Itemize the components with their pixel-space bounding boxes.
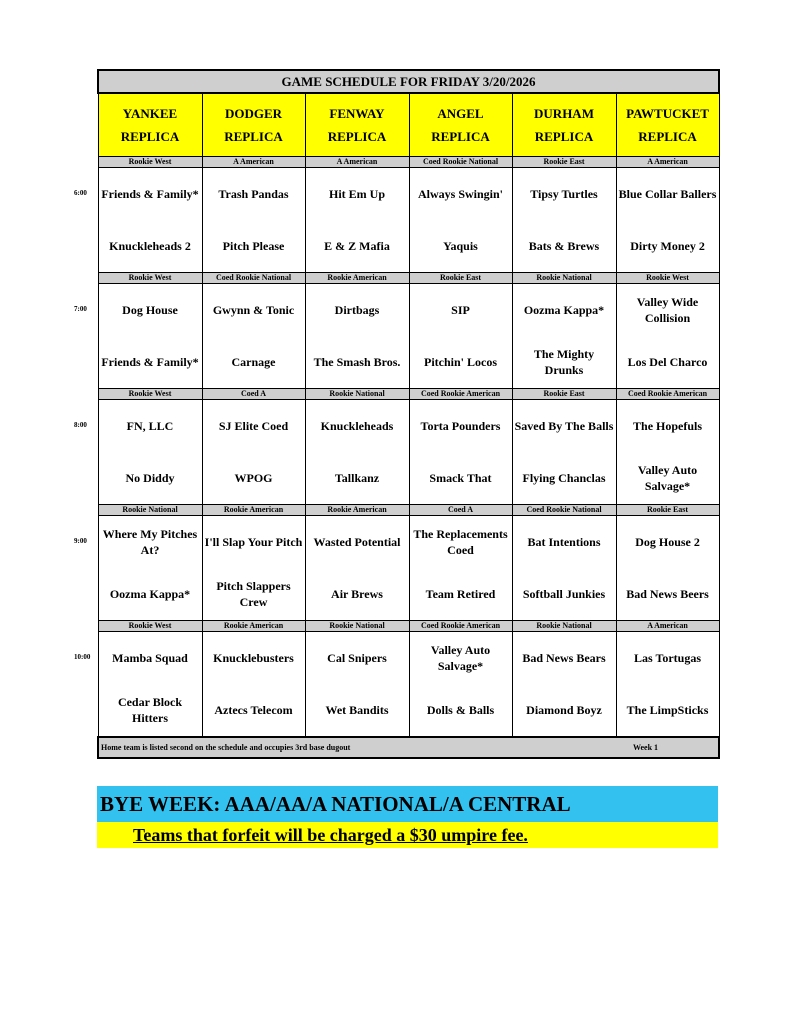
home-team-cell: Carnage (202, 336, 305, 389)
time-label: 10:00 (74, 652, 91, 661)
home-team-row (98, 568, 719, 621)
home-team-cell: E & Z Mafia (305, 220, 409, 273)
away-team-cell: Friends & Family* (98, 168, 202, 221)
away-team-cell: Dog House (98, 284, 202, 337)
time-label: 7:00 (74, 304, 87, 313)
division-label: Rookie East (616, 505, 719, 516)
division-label: Rookie West (98, 273, 202, 284)
home-team-cell: Bats & Brews (512, 220, 616, 273)
division-row (98, 157, 719, 168)
away-team-row (98, 168, 719, 221)
division-label: Rookie National (305, 389, 409, 400)
field-subtitle: REPLICA (534, 129, 594, 144)
division-row (98, 505, 719, 516)
away-team-cell: Gwynn & Tonic (202, 284, 305, 337)
division-label: Coed A (409, 505, 512, 516)
field-name: PAWTUCKET (626, 106, 709, 121)
home-team-cell: Dolls & Balls (409, 684, 512, 737)
home-team-cell: No Diddy (98, 452, 202, 505)
away-team-cell: Las Tortugas (616, 632, 719, 685)
division-label: Rookie American (202, 505, 305, 516)
home-team-cell: Yaquis (409, 220, 512, 273)
home-team-row (98, 684, 719, 737)
away-team-row (98, 400, 719, 453)
field-subtitle: REPLICA (638, 129, 697, 144)
division-label: Rookie National (305, 621, 409, 632)
away-team-cell: FN, LLC (98, 400, 202, 453)
away-team-cell: Dog House 2 (616, 516, 719, 569)
away-team-cell: Knucklebusters (202, 632, 305, 685)
field-name: ANGEL (437, 106, 484, 121)
bye-week-banner: BYE WEEK: AAA/AA/A NATIONAL/A CENTRAL (97, 786, 718, 822)
home-team-row (98, 220, 719, 273)
division-label: Coed Rookie American (409, 621, 512, 632)
division-label: Rookie East (409, 273, 512, 284)
home-team-cell: Team Retired (409, 568, 512, 621)
field-name: DURHAM (534, 106, 594, 121)
home-team-row (98, 452, 719, 505)
division-label: Rookie National (512, 273, 616, 284)
home-team-cell: Tallkanz (305, 452, 409, 505)
division-label: Rookie East (512, 389, 616, 400)
away-team-cell: Valley Auto Salvage* (409, 632, 512, 685)
home-team-note: Home team is listed second on the schedule and occupies 3rd base dugout (101, 743, 351, 752)
away-team-cell: Cal Snipers (305, 632, 409, 685)
home-team-cell: Air Brews (305, 568, 409, 621)
division-row (98, 273, 719, 284)
home-team-cell: Los Del Charco (616, 336, 719, 389)
away-team-row (98, 284, 719, 337)
division-label: Rookie West (98, 621, 202, 632)
away-team-cell: Trash Pandas (202, 168, 305, 221)
home-team-cell: The LimpSticks (616, 684, 719, 737)
home-team-cell: Valley Auto Salvage* (616, 452, 719, 505)
field-header (409, 93, 512, 157)
home-team-cell: The Smash Bros. (305, 336, 409, 389)
division-label: Rookie West (616, 273, 719, 284)
away-team-cell: Saved By The Balls (512, 400, 616, 453)
home-team-cell: Oozma Kappa* (98, 568, 202, 621)
away-team-cell: Hit Em Up (305, 168, 409, 221)
away-team-row (98, 632, 719, 685)
division-label: Rookie East (512, 157, 616, 168)
division-label: Rookie National (512, 621, 616, 632)
home-team-cell: Aztecs Telecom (202, 684, 305, 737)
field-subtitle: REPLICA (327, 129, 387, 144)
away-team-cell: Wasted Potential (305, 516, 409, 569)
division-label: A American (616, 157, 719, 168)
division-label: Coed Rookie National (512, 505, 616, 516)
away-team-cell: Where My Pitches At? (98, 516, 202, 569)
field-header (512, 93, 616, 157)
division-label: A American (305, 157, 409, 168)
away-team-cell: Always Swingin' (409, 168, 512, 221)
home-team-cell: Pitch Slappers Crew (202, 568, 305, 621)
time-label: 9:00 (74, 536, 87, 545)
away-team-cell: The Hopefuls (616, 400, 719, 453)
field-subtitle: REPLICA (224, 129, 283, 144)
away-team-cell: Tipsy Turtles (512, 168, 616, 221)
home-team-cell: Friends & Family* (98, 336, 202, 389)
away-team-cell: Torta Pounders (409, 400, 512, 453)
division-label: Coed Rookie American (409, 389, 512, 400)
home-team-cell: WPOG (202, 452, 305, 505)
home-team-cell: Cedar Block Hitters (98, 684, 202, 737)
division-label: Coed Rookie National (409, 157, 512, 168)
division-label: Rookie West (98, 389, 202, 400)
away-team-cell: SIP (409, 284, 512, 337)
division-label: Rookie West (98, 157, 202, 168)
field-subtitle: REPLICA (431, 129, 490, 144)
away-team-cell: Blue Collar Ballers (616, 168, 719, 221)
away-team-cell: Mamba Squad (98, 632, 202, 685)
division-label: Rookie National (98, 505, 202, 516)
schedule-title: GAME SCHEDULE FOR FRIDAY 3/20/2026 (98, 70, 719, 93)
footer-cell (98, 737, 719, 758)
division-label: Rookie American (305, 273, 409, 284)
field-header-row (98, 93, 719, 157)
home-team-cell: The Mighty Drunks (512, 336, 616, 389)
footer-row (98, 737, 719, 758)
away-team-cell: Bad News Bears (512, 632, 616, 685)
away-team-cell: Valley Wide Collision (616, 284, 719, 337)
away-team-cell: Bat Intentions (512, 516, 616, 569)
division-label: A American (616, 621, 719, 632)
home-team-cell: Bad News Beers (616, 568, 719, 621)
away-team-cell: The Replacements Coed (409, 516, 512, 569)
away-team-cell: Dirtbags (305, 284, 409, 337)
division-label: A American (202, 157, 305, 168)
field-header (98, 93, 202, 157)
home-team-cell: Diamond Boyz (512, 684, 616, 737)
home-team-cell: Flying Chanclas (512, 452, 616, 505)
home-team-cell: Knuckleheads 2 (98, 220, 202, 273)
field-name: DODGER (224, 106, 283, 121)
division-label: Coed Rookie American (616, 389, 719, 400)
forfeit-notice: Teams that forfeit will be charged a $30 umpire fee. (97, 822, 718, 848)
home-team-cell: Softball Junkies (512, 568, 616, 621)
field-header (202, 93, 305, 157)
away-team-row (98, 516, 719, 569)
schedule-table (97, 69, 720, 759)
away-team-cell: SJ Elite Coed (202, 400, 305, 453)
field-name: YANKEE (122, 106, 178, 121)
home-team-row (98, 336, 719, 389)
home-team-cell: Dirty Money 2 (616, 220, 719, 273)
field-header (616, 93, 719, 157)
home-team-cell: Pitch Please (202, 220, 305, 273)
field-name: FENWAY (329, 106, 385, 121)
field-subtitle: REPLICA (120, 129, 180, 144)
division-row (98, 389, 719, 400)
away-team-cell: I'll Slap Your Pitch (202, 516, 305, 569)
field-header (305, 93, 409, 157)
division-label: Coed Rookie National (202, 273, 305, 284)
home-team-cell: Pitchin' Locos (409, 336, 512, 389)
division-label: Rookie American (305, 505, 409, 516)
time-label: 6:00 (74, 188, 87, 197)
time-label: 8:00 (74, 420, 87, 429)
home-team-cell: Smack That (409, 452, 512, 505)
week-label: Week 1 (632, 743, 659, 752)
away-team-cell: Oozma Kappa* (512, 284, 616, 337)
division-label: Coed A (202, 389, 305, 400)
away-team-cell: Knuckleheads (305, 400, 409, 453)
home-team-cell: Wet Bandits (305, 684, 409, 737)
division-row (98, 621, 719, 632)
division-label: Rookie American (202, 621, 305, 632)
